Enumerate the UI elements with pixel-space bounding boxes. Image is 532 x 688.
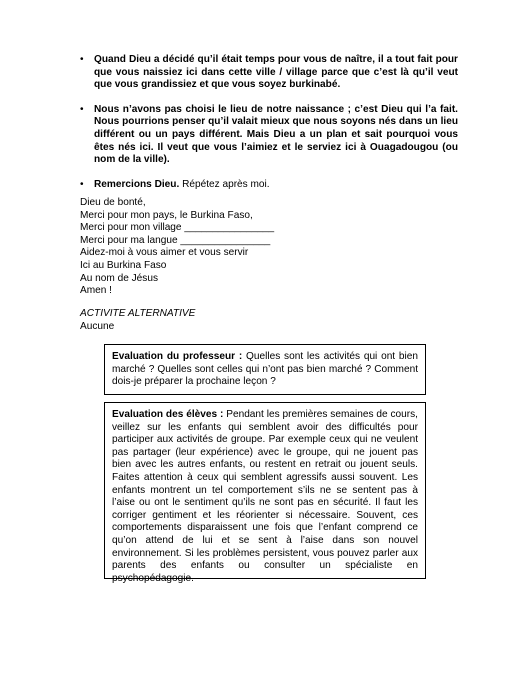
prayer-line: Dieu de bonté, xyxy=(80,197,146,208)
alternative-value: Aucune xyxy=(80,320,115,332)
student-eval-label: Evaluation des élèves : xyxy=(112,409,224,420)
bullet-bold-text: Nous n’avons pas choisi le lieu de notre naissance ; c’est Dieu qui l’a fait. Nous pourrions penser qu’il valait mieux que nous soyons nés dans un lieu différent ou un pays différent. Mais Dieu a un plan et sait pourquoi vous êtes nés ici. Il veut que vous l’aimiez et le serviez ici à Ouagadougou (ou nom de la ville). xyxy=(94,103,458,166)
bullet-text: Répétez après moi. xyxy=(179,178,270,190)
teacher-eval-label: Evaluation du professeur : xyxy=(112,351,243,362)
prayer-line: Aidez-moi à vous aimer et vous servir xyxy=(80,247,249,259)
bullet-item xyxy=(80,104,458,167)
prayer-line: Merci pour mon village ________________ xyxy=(80,222,275,234)
prayer-line: Amen ! xyxy=(80,285,112,297)
bullet-dot-icon: • xyxy=(80,178,84,190)
prayer-block xyxy=(80,197,380,298)
prayer-line: Merci pour mon pays, le Burkina Faso, xyxy=(80,209,253,221)
bullet-list xyxy=(80,54,458,203)
alternative-title: ACTIVITE ALTERNATIVE xyxy=(80,308,196,319)
prayer-line: Merci pour ma langue ________________ xyxy=(80,234,271,246)
prayer-line: Au nom de Jésus xyxy=(80,272,158,284)
alternative-activity xyxy=(80,308,195,333)
student-evaluation-box xyxy=(104,402,426,584)
teacher-evaluation-box xyxy=(104,344,426,395)
bullet-bold-text: Remercions Dieu. xyxy=(94,178,180,190)
bullet-item xyxy=(80,54,458,92)
bullet-dot-icon: • xyxy=(80,54,84,65)
teacher-eval-text: Quelles sont les activités qui ont bien marché ? Quelles sont celles qui n’ont pas bien marché ? Comment dois-je préparer la prochaine leçon ? xyxy=(112,351,418,388)
bullet-bold-text: Quand Dieu a décidé qu’il était temps pour vous de naître, il a tout fait pour que vous naissiez ici dans cette ville / village parce que c’est là qu’il veut que vous grandissiez et que vous soyez burkinabé. xyxy=(94,54,458,91)
bullet-item xyxy=(80,179,458,192)
prayer-line: Ici au Burkina Faso xyxy=(80,259,167,271)
bullet-dot-icon: • xyxy=(80,103,84,115)
student-eval-text: Pendant les premières semaines de cours, veillez sur les enfants qui semblent avoir des difficultés pour participer aux activités de groupe. Par exemple ceux qui ne veulent pas partager (leur expérience) avec le groupe, qui ne jouent pas bien avec les autres enfants, ou restent en retrait ou jouent seuls. Faites attention à ceux qui semblent agressifs aussi souvent. Les enfants montrent un tel comportement s’ils ne se sentent pas à l’aise ou ont le sentiment qu’ils ne sont pas en sécurité. Il faut les corriger gentiment et les réorienter si nécessaire. Souvent, ces comportements disparaissent une fois que l’enfant comprend ce qu’on attend de lui et se sent à l’aise dans son nouvel environnement. Si les problèmes persistent, vous pouvez parler aux parents des enfants ou consulter un spécialiste en psychopédagogie. xyxy=(112,409,418,584)
